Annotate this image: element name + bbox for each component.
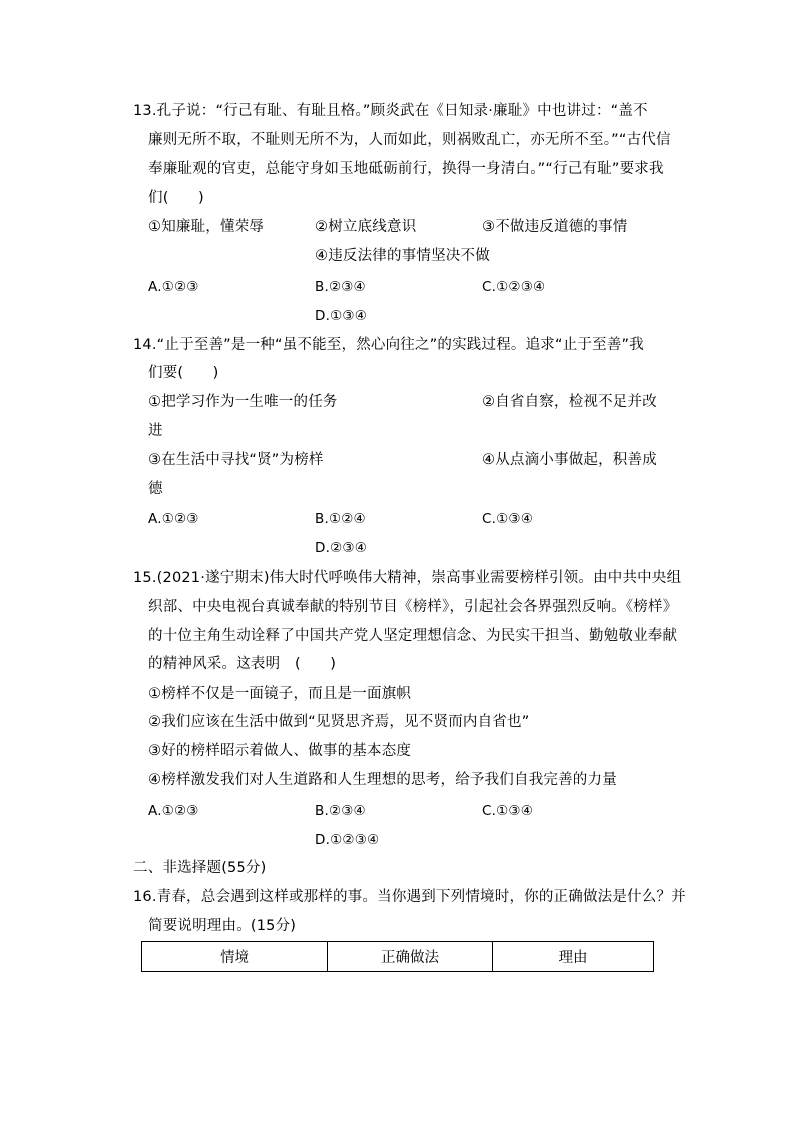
q13-statement-3: ③不做违反道德的事情 — [482, 219, 628, 235]
q14-statement-2: ②自省自察，检视不足并改 — [482, 394, 657, 410]
q16-stem-line-1: 16.青春，总会遇到这样或那样的事。当你遇到下列情境时，你的正确做法是什么？并 — [133, 889, 686, 905]
q15-statement-4: ④榜样激发我们对人生道路和人生理想的思考，给予我们自我完善的力量 — [148, 772, 617, 788]
q15-choice-b[interactable]: B.②③④ — [315, 803, 366, 819]
q15-stem-line-1: 15.(2021·遂宁期末)伟大时代呼唤伟大精神，崇高事业需要榜样引领。由中共中央组 — [133, 570, 682, 586]
q13-statement-1: ①知廉耻，懂荣辱 — [148, 219, 265, 235]
q15-stem-line-3: 的十位主角生动诠释了中国共产党人坚定理想信念、为民实干担当、勤勉敬业奉献 — [148, 628, 678, 644]
q14-statement-1: ①把学习作为一生唯一的任务 — [148, 394, 338, 410]
q16-answer-table — [141, 941, 654, 972]
q13-choice-a[interactable]: A.①②③ — [148, 279, 199, 295]
q15-stem-line-4: 的精神风采。这表明 ( ) — [148, 656, 337, 672]
q13-choice-d[interactable]: D.①③④ — [315, 308, 367, 324]
q13-stem-line-3: 奉廉耻观的官吏，总能守身如玉地砥砺前行，换得一身清白。”“行己有耻”要求我 — [148, 161, 664, 177]
q14-stem-line-2: 们要( ) — [148, 365, 219, 381]
q15-choice-a[interactable]: A.①②③ — [148, 803, 199, 819]
q13-statement-2: ②树立底线意识 — [315, 219, 417, 235]
q14-choice-b[interactable]: B.①②④ — [315, 511, 366, 527]
q14-statement-3: ③在生活中寻找“贤”为榜样 — [148, 452, 324, 468]
q15-statement-2: ②我们应该在生活中做到“见贤思齐焉，见不贤而内自省也” — [148, 714, 530, 730]
q14-choice-c[interactable]: C.①③④ — [482, 511, 534, 527]
q15-choice-d[interactable]: D.①②③④ — [315, 832, 380, 848]
header-correct-action: 正确做法 — [328, 942, 493, 972]
q14-statement-2-wrap: 进 — [148, 423, 163, 439]
q13-stem-line-1: 13.孔子说：“行己有耻、有耻且格。”顾炎武在《日知录·廉耻》中也讲过：“盖不 — [133, 103, 648, 119]
header-reason: 理由 — [493, 942, 654, 972]
q16-stem-line-2: 简要说明理由。(15分) — [148, 918, 297, 934]
q15-choice-c[interactable]: C.①③④ — [482, 803, 534, 819]
q14-stem-line-1: 14.“止于至善”是一种“虽不能至，然心向往之”的实践过程。追求“止于至善”我 — [133, 337, 644, 353]
q13-stem-line-4: 们( ) — [148, 190, 204, 206]
q15-stem-line-2: 织部、中央电视台真诚奉献的特别节目《榜样》，引起社会各界强烈反响。《榜样》 — [148, 599, 678, 615]
q14-statement-4-wrap: 德 — [148, 481, 163, 497]
q14-statement-4: ④从点滴小事做起，积善成 — [482, 452, 657, 468]
q15-statement-3: ③好的榜样昭示着做人、做事的基本态度 — [148, 743, 412, 759]
q14-choice-a[interactable]: A.①②③ — [148, 511, 199, 527]
header-situation: 情境 — [142, 942, 328, 972]
q13-stem-line-2: 廉则无所不取，不耻则无所不为，人而如此，则祸败乱亡，亦无所不至。”“古代信 — [148, 132, 671, 148]
q13-choice-c[interactable]: C.①②③④ — [482, 279, 546, 295]
q13-statement-4: ④违反法律的事情坚决不做 — [315, 248, 490, 264]
section-heading: 二、非选择题(55分) — [133, 860, 267, 876]
q14-choice-d[interactable]: D.②③④ — [315, 540, 367, 556]
q15-statement-1: ①榜样不仅是一面镜子，而且是一面旗帜 — [148, 686, 412, 702]
table-header-row — [142, 942, 654, 972]
q13-choice-b[interactable]: B.②③④ — [315, 279, 366, 295]
